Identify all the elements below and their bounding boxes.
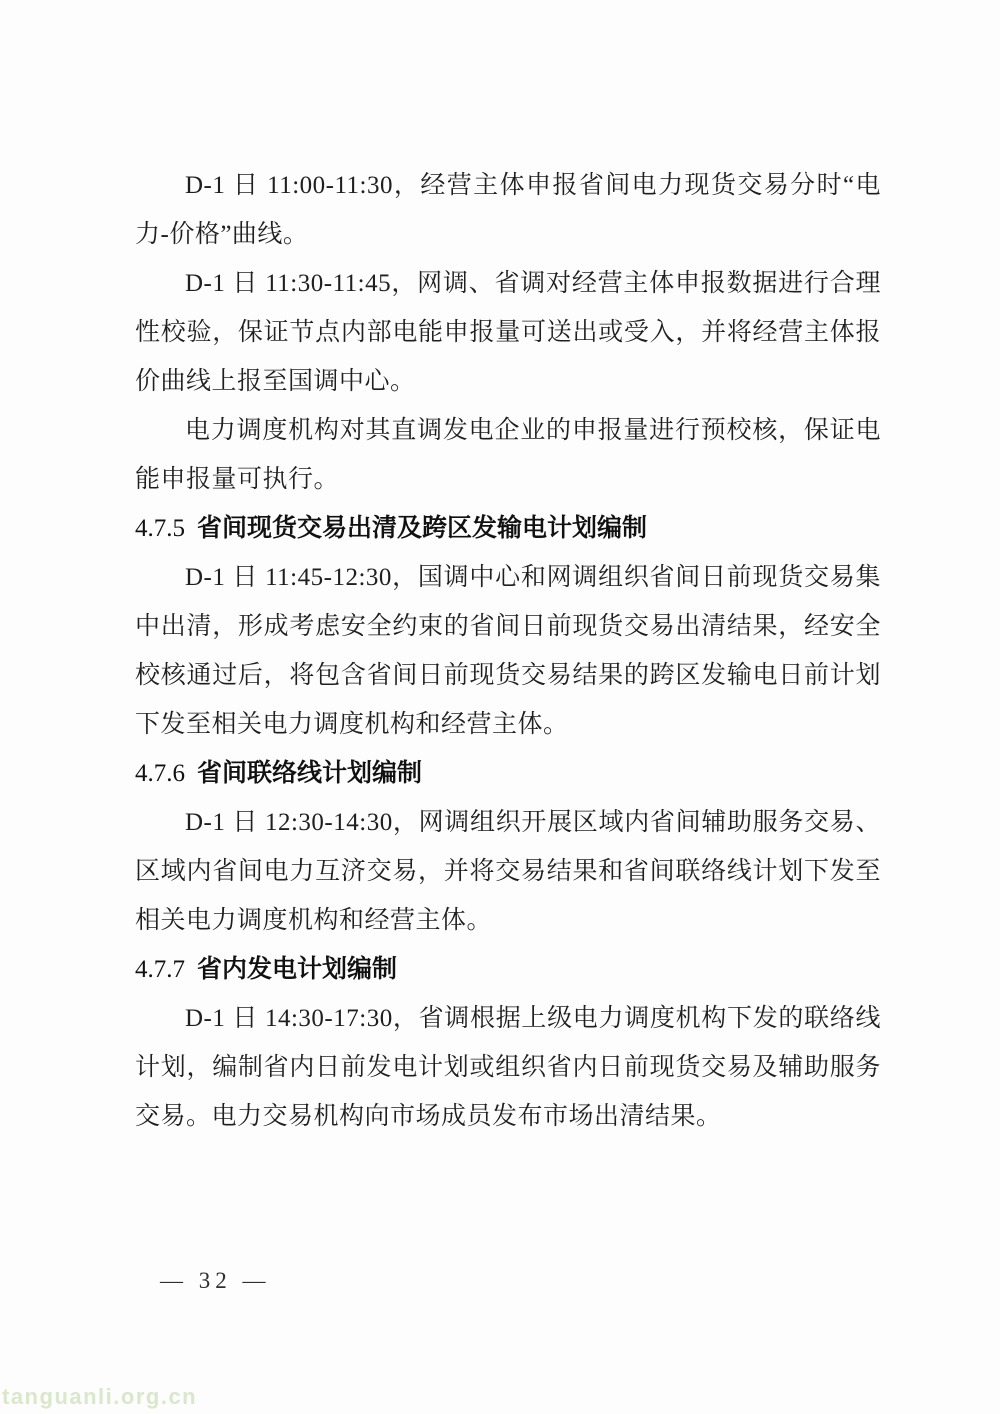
section-title: 省间联络线计划编制 bbox=[197, 759, 423, 787]
section-heading-4-7-5 bbox=[135, 504, 881, 553]
paragraph-provincial-generation-plan: D-1 日 14:30-17:30，省调根据上级电力调度机构下发的联络线计划，编制省内日前发电计划或组织省内日前现货交易及辅助服务交易。电力交易机构向市场成员发布市场出清结果。 bbox=[135, 1005, 881, 1130]
paragraph-tie-line-plan: D-1 日 12:30-14:30，网调组织开展区域内省间辅助服务交易、区域内省间电力互济交易，并将交易结果和省间联络线计划下发至相关电力调度机构和经营主体。 bbox=[135, 809, 881, 934]
paragraph-pre-check: 电力调度机构对其直调发电企业的申报量进行预校核，保证电能申报量可执行。 bbox=[135, 417, 881, 493]
document-body bbox=[135, 161, 881, 1141]
section-heading-4-7-7 bbox=[135, 945, 881, 994]
section-number: 4.7.7 bbox=[135, 956, 185, 983]
section-number: 4.7.5 bbox=[135, 515, 185, 542]
section-title: 省间现货交易出清及跨区发输电计划编制 bbox=[197, 514, 648, 542]
page-number: — 32 — bbox=[160, 1268, 271, 1293]
section-number: 4.7.6 bbox=[135, 760, 185, 787]
section-title: 省内发电计划编制 bbox=[197, 955, 398, 983]
watermark-text: tanguanli.org.cn bbox=[2, 1384, 198, 1409]
section-heading-4-7-6 bbox=[135, 749, 881, 798]
paragraph-bidding-curve: D-1 日 11:00-11:30，经营主体申报省间电力现货交易分时“电力-价格”曲线。 bbox=[135, 172, 881, 248]
paragraph-interprovincial-clearing: D-1 日 11:45-12:30，国调中心和网调组织省间日前现货交易集中出清，形成考虑安全约束的省间日前现货交易出清结果，经安全校核通过后，将包含省间日前现货交易结果的跨区发输电日前计划下发至相关电力调度机构和经营主体。 bbox=[135, 564, 881, 738]
paragraph-data-validation: D-1 日 11:30-11:45，网调、省调对经营主体申报数据进行合理性校验，保证节点内部电能申报量可送出或受入，并将经营主体报价曲线上报至国调中心。 bbox=[135, 270, 881, 395]
